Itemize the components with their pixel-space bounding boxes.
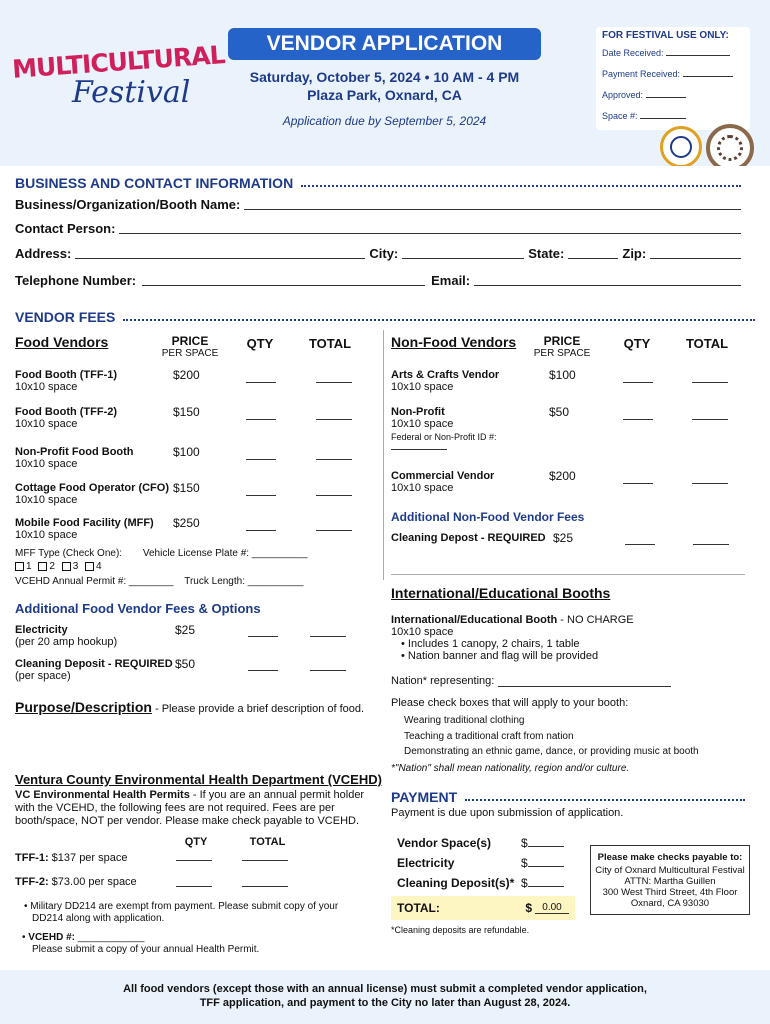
- food-item: [15, 446, 134, 470]
- checks-line-3: 300 West Third Street, 4th Floor: [602, 887, 738, 898]
- food-item-price: $150: [173, 481, 200, 495]
- additional-nonfood-heading: Additional Non-Food Vendor Fees: [391, 510, 585, 524]
- vcehd-qty-header: QTY: [184, 836, 208, 848]
- mff-option-1-checkbox[interactable]: [15, 562, 24, 571]
- payment-total-label: TOTAL:: [397, 901, 440, 915]
- payment-total-dollar: $: [525, 901, 532, 915]
- mff-type-label: MFF Type (Check One):: [15, 548, 123, 559]
- food-item: [15, 517, 154, 541]
- food-item-name: Non-Profit Food Booth: [15, 446, 134, 458]
- food-per-space-text: PER SPACE: [161, 348, 219, 359]
- application-due: Application due by September 5, 2024: [282, 114, 487, 128]
- electricity-desc: (per 20 amp hookup): [15, 636, 118, 648]
- mff-option-4-checkbox[interactable]: [85, 562, 94, 571]
- address-row: [15, 246, 741, 261]
- footer-line-1: All food vendors (except those with an annual license) must submit a completed vendor application,: [123, 983, 647, 995]
- nation-label: Nation* representing:: [391, 675, 495, 687]
- vcehd-permit-label: VCEHD Annual Permit #: ________: [15, 576, 174, 587]
- nonfood-item-desc: 10x10 space: [391, 381, 454, 393]
- payment-lines: [397, 833, 514, 893]
- payment-elec-label: Electricity: [397, 856, 455, 870]
- vcehd-number-sub: Please submit a copy of your annual Health Permit.: [32, 944, 260, 955]
- food-total-header: TOTAL: [308, 336, 352, 351]
- city-seal-icon: [660, 126, 702, 168]
- vcehd-number-row: • VCEHD #: ____________ Please submit a copy of your annual Health Permit.: [22, 932, 260, 955]
- nonfood-per-space-text: PER SPACE: [533, 348, 591, 359]
- payment-due: Payment is due upon submission of application.: [391, 807, 624, 819]
- nonfood-item-total-field[interactable]: [692, 382, 728, 383]
- approved-label: Approved:: [602, 90, 644, 100]
- vcehd-number-label: VCEHD #:: [28, 932, 75, 943]
- city-label: City:: [369, 246, 399, 261]
- business-section-heading: [15, 175, 741, 191]
- payment-total-bar: [391, 896, 575, 920]
- tff2-total-field[interactable]: [242, 886, 288, 887]
- purpose-field[interactable]: [15, 716, 365, 766]
- phone-field[interactable]: [142, 273, 425, 286]
- payment-deposit-label: Cleaning Deposit(s)*: [397, 876, 515, 890]
- food-item-qty-field[interactable]: [246, 419, 276, 420]
- check-intro: Please check boxes that will apply to your booth:: [391, 697, 629, 709]
- nonfood-item: [391, 406, 497, 450]
- footer-line-2: TFF application, and payment to the City no later than August 28, 2024.: [199, 997, 571, 1009]
- address-field[interactable]: [75, 246, 365, 259]
- nonfood-vendors-heading: Non-Food Vendors: [391, 334, 517, 350]
- license-plate-label: Vehicle License Plate #: __________: [142, 548, 308, 559]
- phone-row: [15, 273, 741, 288]
- nonfood-item-qty-field[interactable]: [623, 419, 653, 420]
- truck-length-label: Truck Length: __________: [184, 576, 304, 587]
- food-item-price: $150: [173, 405, 200, 419]
- city-field[interactable]: [402, 246, 524, 259]
- purpose-text: - Please provide a brief description of food.: [151, 703, 365, 715]
- food-item-total-field[interactable]: [316, 459, 352, 460]
- cleaning-deposit-name: Cleaning Deposit - REQUIRED: [15, 658, 173, 670]
- food-item-qty-field[interactable]: [246, 495, 276, 496]
- nonfood-cleaning-qty-field[interactable]: [625, 544, 655, 545]
- nonfood-qty-header: QTY: [623, 336, 651, 351]
- vcehd-total-header: TOTAL: [249, 836, 286, 848]
- food-item-total-field[interactable]: [316, 530, 352, 531]
- business-heading-text: BUSINESS AND CONTACT INFORMATION: [15, 175, 294, 191]
- column-divider: [383, 330, 384, 580]
- checks-heading: Please make checks payable to:: [597, 852, 743, 863]
- cleaning-deposit-total-field[interactable]: [310, 670, 346, 671]
- payment-heading: [391, 789, 745, 805]
- food-price-header: [160, 334, 220, 359]
- nonfood-item-qty-field[interactable]: [623, 483, 653, 484]
- nonfood-price-header-text: PRICE: [543, 334, 581, 348]
- food-vendors-heading: Food Vendors: [15, 334, 109, 350]
- mff-type-row: [15, 548, 307, 559]
- permit-row: [15, 576, 303, 587]
- title-banner: [228, 28, 541, 60]
- intl-bullet-banner: • Nation banner and flag will be provided: [401, 650, 751, 662]
- nonprofit-id-field[interactable]: [391, 442, 447, 450]
- mff-option-1-label: 1: [26, 561, 32, 572]
- tff2-qty-field[interactable]: [176, 886, 212, 887]
- nonfood-item: [391, 470, 494, 494]
- space-label: Space #:: [602, 111, 638, 121]
- nonfood-cleaning-total-field[interactable]: [693, 544, 729, 545]
- electricity-name: Electricity: [15, 624, 68, 636]
- purpose-heading: Purpose/Description: [15, 699, 152, 715]
- payment-total-value[interactable]: 0.00: [535, 902, 569, 914]
- food-item-name: Food Booth (TFF-1): [15, 369, 118, 381]
- nonfood-item-name: Arts & Crafts Vendor: [391, 369, 500, 381]
- intl-booth-block: [391, 614, 751, 662]
- zip-label: Zip:: [622, 246, 647, 261]
- intl-bullet-canopy: • Includes 1 canopy, 2 chairs, 1 table: [401, 638, 751, 650]
- tff1-qty-field[interactable]: [176, 860, 212, 861]
- nonfood-item-name: Commercial Vendor: [391, 470, 495, 482]
- state-label: State:: [528, 246, 565, 261]
- payment-deposit-field[interactable]: [528, 877, 564, 887]
- food-item: [15, 482, 169, 506]
- festival-logo: [11, 38, 226, 128]
- food-item-name: Food Booth (TFF-2): [15, 406, 118, 418]
- tff1-row: [15, 852, 128, 864]
- state-field[interactable]: [568, 246, 618, 259]
- nonfood-item-price: $200: [549, 469, 576, 483]
- nonfood-item: [391, 369, 499, 393]
- mff-option-4-label: 4: [96, 561, 102, 572]
- purpose-description: [15, 699, 364, 715]
- email-field[interactable]: [474, 273, 741, 286]
- contact-row: [15, 221, 741, 236]
- page-title: VENDOR APPLICATION: [266, 32, 503, 55]
- food-item-name: Mobile Food Facility (MFF): [15, 517, 154, 529]
- electricity-qty-field[interactable]: [248, 636, 278, 637]
- vcehd-permits-text: - If you are an annual permit holder with the VCEHD, the following fees are not required. Fees are per booth/space, NOT per vendor. Please make check payable to VCEHD.: [15, 789, 365, 827]
- food-item-total-field[interactable]: [316, 382, 352, 383]
- phone-label: Telephone Number:: [15, 273, 137, 288]
- check-traditional-craft[interactable]: Teaching a traditional craft from nation: [404, 730, 574, 742]
- nonfood-price-header: [532, 334, 592, 359]
- tff2-label: TFF-2:: [15, 876, 49, 888]
- vcehd-text: [15, 789, 370, 828]
- military-note-text: Military DD214 are exempt from payment. Please submit copy of your DD214 along with application.: [30, 901, 339, 924]
- food-item-name: Cottage Food Operator (CFO): [15, 482, 169, 494]
- contact-field[interactable]: [119, 221, 741, 234]
- food-item-total-field[interactable]: [316, 419, 352, 420]
- tff1-label: TFF-1:: [15, 852, 49, 864]
- vendor-fees-heading: [15, 309, 755, 325]
- nonfood-item-price: $50: [549, 405, 570, 419]
- food-item-desc: 10x10 space: [15, 418, 78, 430]
- intl-booth-size: 10x10 space: [391, 626, 454, 638]
- nonfood-item-qty-field[interactable]: [623, 382, 653, 383]
- payment-space-dollar: $: [521, 836, 528, 850]
- food-item-desc: 10x10 space: [15, 529, 78, 541]
- cleaning-deposit-desc: (per space): [15, 670, 71, 682]
- business-name-field[interactable]: [244, 197, 741, 210]
- business-name-row: [15, 197, 741, 212]
- nonfood-item-total-field[interactable]: [692, 419, 728, 420]
- payment-received-label: Payment Received:: [602, 69, 681, 79]
- logo-word-multicultural: MULTICULTURAL: [11, 40, 226, 84]
- mff-option-2-label: 2: [49, 561, 55, 572]
- zip-field[interactable]: [650, 246, 741, 259]
- tff2-price: $73.00 per space: [48, 876, 137, 888]
- military-note: • Military DD214 are exempt from payment. Please submit copy of your DD214 along with application.: [24, 901, 339, 924]
- payment-space-field[interactable]: [528, 837, 564, 847]
- nation-row: [391, 675, 671, 687]
- business-name-label: Business/Organization/Booth Name:: [15, 197, 241, 212]
- payment-deposit-dollar: $: [521, 876, 528, 890]
- intl-booth-name: International/Educational Booth: [391, 614, 558, 626]
- mff-option-3-checkbox[interactable]: [62, 562, 71, 571]
- checks-line-4: Oxnard, CA 93030: [630, 898, 710, 909]
- festival-use-heading: FOR FESTIVAL USE ONLY:: [602, 30, 729, 41]
- footer-note: [0, 982, 770, 1010]
- deposit-refund-note: *Cleaning deposits are refundable.: [391, 925, 530, 935]
- tff1-price: $137 per space: [48, 852, 128, 864]
- food-item: [15, 406, 117, 430]
- event-location: Plaza Park, Oxnard, CA: [307, 87, 462, 103]
- checks-line-2: ATTN: Martha Guillen: [624, 876, 716, 887]
- nation-note: *"Nation" shall mean nationality, region and/or culture.: [391, 763, 630, 774]
- additional-food-fees-heading: Additional Food Vendor Fees & Options: [15, 601, 261, 616]
- checks-payable-box: [590, 845, 750, 915]
- food-price-header-text: PRICE: [171, 334, 209, 348]
- payment-received-field[interactable]: [683, 67, 733, 77]
- date-received-field[interactable]: [666, 46, 730, 56]
- festival-use-box: [596, 27, 750, 130]
- intl-heading: International/Educational Booths: [391, 585, 611, 601]
- vendor-fees-heading-text: VENDOR FEES: [15, 309, 116, 325]
- food-qty-header: QTY: [246, 336, 274, 351]
- nonfood-item-desc: 10x10 space: [391, 418, 454, 430]
- address-label: Address:: [15, 246, 72, 261]
- payment-elec-field[interactable]: [528, 857, 564, 867]
- nonfood-item-desc: 10x10 space: [391, 482, 454, 494]
- cleaning-deposit-qty-field[interactable]: [248, 670, 278, 671]
- tff1-total-field[interactable]: [242, 860, 288, 861]
- food-item-desc: 10x10 space: [15, 494, 78, 506]
- food-item-price: $200: [173, 368, 200, 382]
- nonfood-cleaning-price: $25: [553, 531, 574, 545]
- space-field[interactable]: [640, 109, 686, 119]
- mff-type-options: [15, 561, 106, 572]
- food-item-desc: 10x10 space: [15, 458, 78, 470]
- checks-line-1: City of Oxnard Multicultural Festival: [595, 865, 745, 876]
- food-item-price: $250: [173, 516, 200, 530]
- cleaning-deposit-row: [15, 658, 173, 682]
- nonfood-item-price: $100: [549, 368, 576, 382]
- nonfood-item-name: Non-Profit: [391, 406, 445, 418]
- electricity-row: [15, 624, 117, 648]
- event-date: Saturday, October 5, 2024 • 10 AM - 4 PM: [249, 69, 520, 85]
- food-item-qty-field[interactable]: [246, 382, 276, 383]
- cleaning-deposit-price: $50: [175, 657, 196, 671]
- food-item-total-field[interactable]: [316, 495, 352, 496]
- food-item: [15, 369, 117, 393]
- logo-word-festival: Festival: [72, 75, 191, 110]
- date-received-label: Date Received:: [602, 48, 664, 58]
- payment-amounts: [521, 833, 564, 893]
- mff-option-2-checkbox[interactable]: [38, 562, 47, 571]
- intl-booth-charge: - NO CHARGE: [557, 614, 634, 626]
- food-item-price: $100: [173, 445, 200, 459]
- mff-option-3-label: 3: [72, 561, 79, 572]
- payment-heading-text: PAYMENT: [391, 789, 458, 805]
- vcehd-number-field[interactable]: ____________: [74, 932, 145, 943]
- payment-space-label: Vendor Space(s): [397, 836, 492, 850]
- vcehd-permits-bold: VC Environmental Health Permits: [15, 789, 190, 801]
- nation-field[interactable]: [498, 675, 671, 687]
- food-item-qty-field[interactable]: [246, 459, 276, 460]
- nonfood-cleaning-name: Cleaning Depost - REQUIRED: [391, 532, 546, 544]
- check-ethnic-game[interactable]: Demonstrating an ethnic game, dance, or providing music at booth: [404, 746, 699, 757]
- divider-line: [391, 574, 745, 575]
- approved-field[interactable]: [646, 88, 686, 98]
- nonfood-total-header: TOTAL: [685, 336, 729, 351]
- electricity-total-field[interactable]: [310, 636, 346, 637]
- tff2-row: [15, 876, 137, 888]
- nonprofit-id-label: Federal or Non-Profit ID #:: [391, 432, 497, 442]
- vcehd-heading: Ventura County Environmental Health Department (VCEHD): [15, 772, 382, 787]
- payment-elec-dollar: $: [521, 856, 528, 870]
- food-item-qty-field[interactable]: [246, 530, 276, 531]
- nonfood-item-total-field[interactable]: [692, 483, 728, 484]
- contact-label: Contact Person:: [15, 221, 116, 236]
- food-item-desc: 10x10 space: [15, 381, 78, 393]
- heritage-seal-icon: [706, 124, 754, 172]
- check-traditional-clothing[interactable]: Wearing traditional clothing: [404, 715, 525, 726]
- intl-checklist: [404, 713, 699, 760]
- electricity-price: $25: [175, 623, 196, 637]
- email-label: Email:: [431, 273, 471, 288]
